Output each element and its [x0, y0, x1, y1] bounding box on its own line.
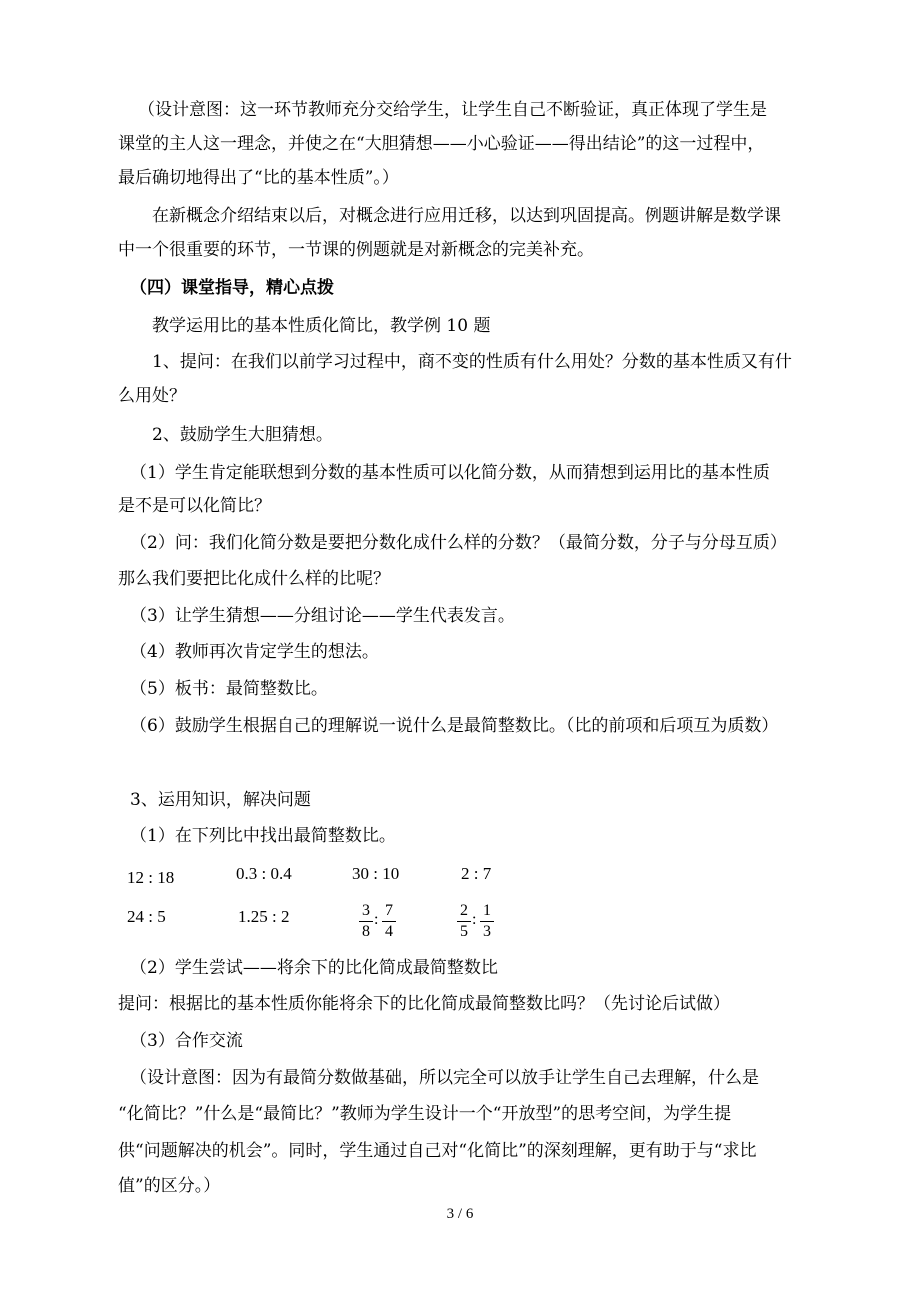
denominator: 3	[483, 923, 491, 940]
example-intro: 教学运用比的基本性质化简比，教学例 10 题	[152, 316, 491, 336]
paragraph-line-2: 中一个很重要的环节，一节课的例题就是对新概念的完美补充。	[118, 240, 594, 260]
step-1-line-2: 是不是可以化简比？	[118, 496, 271, 516]
design-intent-2-line-1: （设计意图：因为有最简分数做基础，所以完全可以放手让学生自己去理解，什么是	[130, 1068, 759, 1088]
design-intent-2-line-4: 值”的区分。）	[118, 1176, 221, 1196]
design-intent-2-line-2: “化简比？”什么是“最简比？”教师为学生设计一个“开放型”的思考空间，为学生提	[118, 1104, 732, 1124]
fraction-2-5	[457, 902, 471, 941]
step-6: （6）鼓励学生根据自己的理解说一说什么是最简整数比。（比的前项和后项互为质数）	[130, 716, 779, 736]
question-1-line-1: 1、提问：在我们以前学习过程中，商不变的性质有什么用处？分数的基本性质又有什	[152, 352, 792, 372]
fraction-7-4	[382, 902, 396, 941]
design-intent-line-1: （设计意图：这一环节教师充分交给学生，让学生自己不断验证，真正体现了学生是	[138, 100, 767, 120]
task-3: （3）合作交流	[130, 1031, 243, 1051]
denominator: 5	[460, 923, 468, 940]
question-3: 3、运用知识，解决问题	[130, 790, 311, 810]
denominator: 8	[362, 923, 370, 940]
step-3: （3）让学生猜想——分组讨论——学生代表发言。	[130, 606, 515, 626]
numerator: 3	[362, 902, 370, 919]
paragraph-line-1: 在新概念介绍结束以后，对概念进行应用迁移，以达到巩固提高。例题讲解是数学课	[152, 206, 781, 226]
ratio-colon: :	[374, 911, 379, 928]
task-2: （2）学生尝试——将余下的比化简成最简整数比	[130, 958, 498, 978]
numerator: 1	[483, 902, 491, 919]
numerator: 2	[460, 902, 468, 919]
design-intent-2-line-3: 供“问题解决的机会”。同时，学生通过自己对“化简比”的深刻理解，更有助于与“求比	[118, 1141, 757, 1161]
design-intent-line-2: 课堂的主人这一理念，并使之在“大胆猜想——小心验证——得出结论”的这一过程中，	[118, 134, 765, 154]
section-heading: （四）课堂指导，精心点拨	[130, 278, 334, 298]
step-2-line-1: （2）问：我们化简分数是要把分数化成什么样的分数？（最简分数，分子与分母互质）	[130, 533, 787, 553]
page-number: 3 / 6	[446, 1206, 474, 1222]
fraction-3-8	[359, 902, 373, 941]
fraction-1-3	[480, 902, 494, 941]
ratio-24-5: 24 : 5	[127, 907, 166, 926]
design-intent-line-3: 最后确切地得出了“比的基本性质”。）	[118, 168, 399, 188]
denominator: 4	[385, 923, 393, 940]
task-2-question: 提问：根据比的基本性质你能将余下的比化简成最简整数比吗？（先讨论后试做）	[118, 994, 730, 1014]
ratio-1.25-2: 1.25 : 2	[238, 907, 290, 926]
step-1-line-1: （1）学生肯定能联想到分数的基本性质可以化简分数，从而猜想到运用比的基本性质	[130, 463, 770, 483]
numerator: 7	[385, 902, 393, 919]
ratio-0.3-0.4: 0.3 : 0.4	[236, 864, 292, 883]
step-4: （4）教师再次肯定学生的想法。	[130, 642, 379, 662]
step-5: （5）板书：最简整数比。	[130, 679, 328, 699]
question-2: 2、鼓励学生大胆猜想。	[152, 425, 333, 445]
ratio-30-10: 30 : 10	[352, 864, 400, 883]
ratio-12-18: 12 : 18	[127, 868, 175, 887]
question-1-line-2: 么用处？	[118, 386, 186, 406]
step-2-line-2: 那么我们要把比化成什么样的比呢？	[118, 569, 390, 589]
ratio-2-7: 2 : 7	[461, 864, 492, 883]
ratio-colon: :	[472, 911, 477, 928]
task-1: （1）在下列比中找出最简整数比。	[130, 826, 396, 846]
